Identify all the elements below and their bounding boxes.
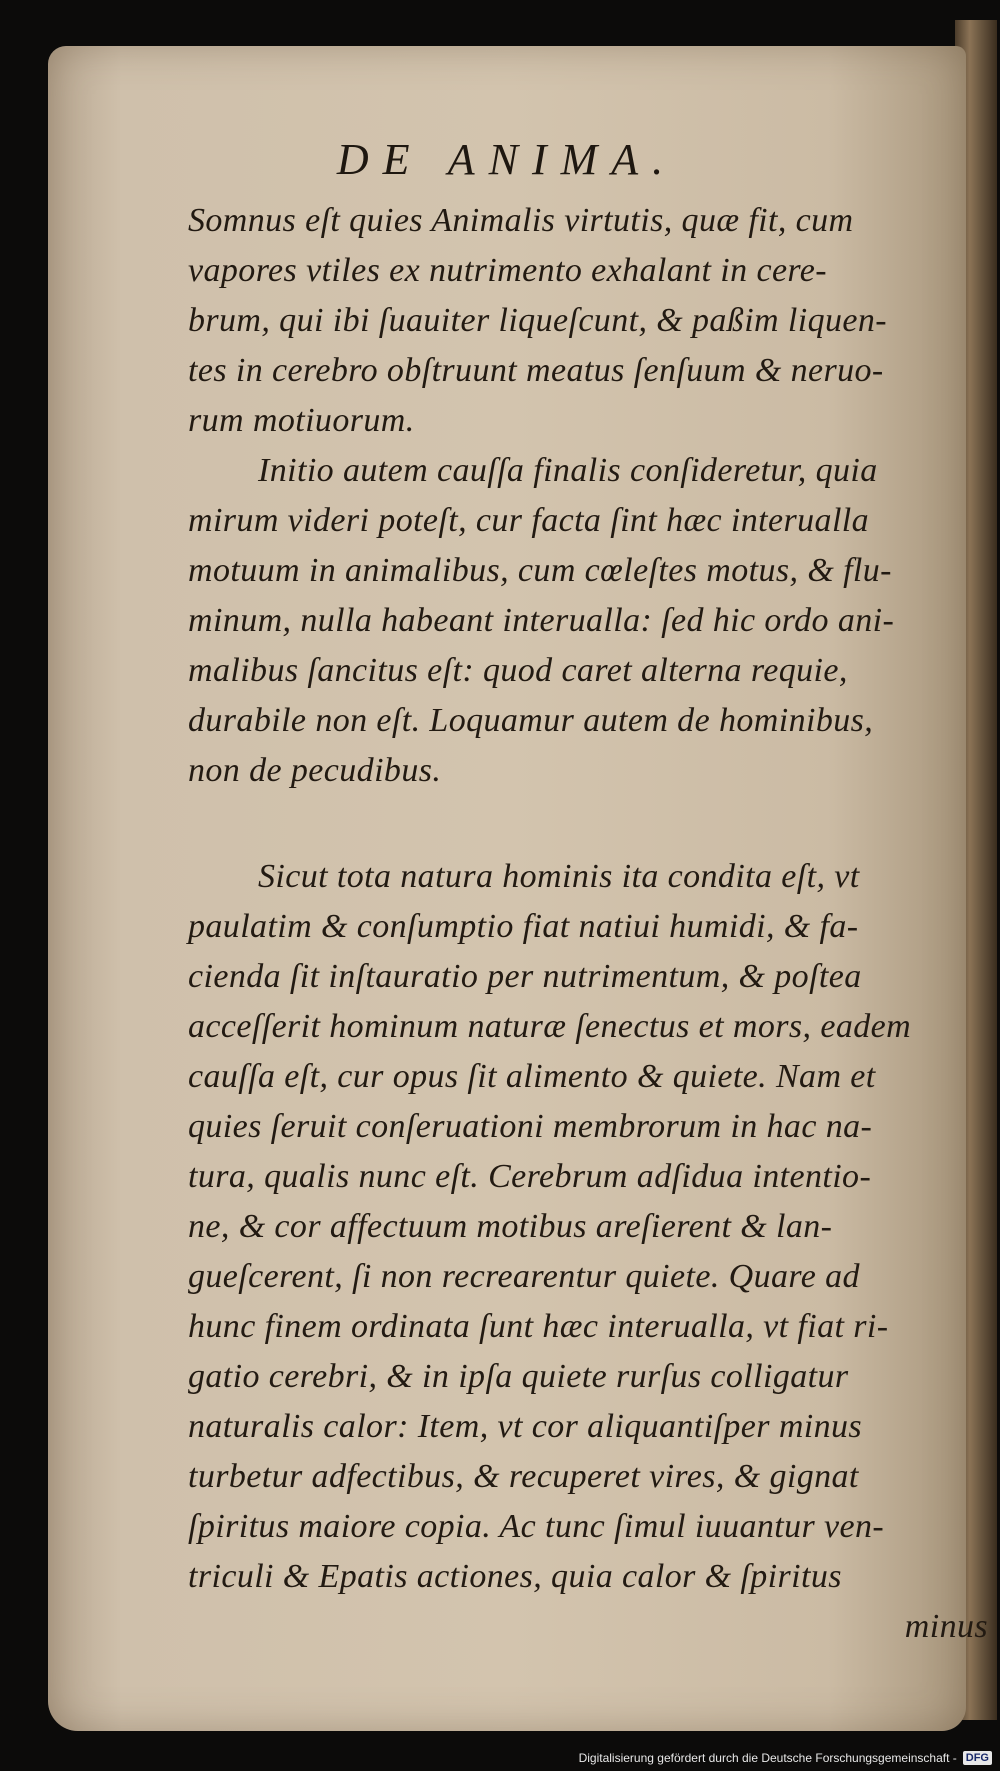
text-line: gatio cerebri, & in ipſa quiete rurſus colligatur [188,1358,849,1395]
text-line: tura, qualis nunc eſt. Cerebrum adſidua intentio- [188,1158,872,1195]
text-line: turbetur adfectibus, & recuperet vires, & gignat [188,1458,859,1495]
text-line: durabile non eſt. Loquamur autem de hominibus, [188,702,874,739]
body-text [188,196,988,1652]
text-line: naturalis calor: Item, vt cor aliquantiſper minus [188,1408,863,1445]
text-line: gueſcerent, ſi non recrearentur quiete. Quare ad [188,1258,860,1295]
text-line: Somnus eſt quies Animalis virtutis, quæ fit, cum [188,202,854,239]
running-head: DE ANIMA. [336,135,678,184]
book-page [48,46,988,1731]
text-line: rum motiuorum. [188,402,415,439]
text-line: hunc finem ordinata ſunt hæc interualla, vt fiat ri- [188,1308,889,1345]
text-line: Initio autem cauſſa finalis conſideretur, quia [258,452,878,489]
text-line: acceſſerit hominum naturæ ſenectus et mors, eadem [188,1008,912,1045]
text-line: brum, qui ibi ſuauiter liqueſcunt, & paßim liquen- [188,302,888,339]
paragraph-gap [188,796,988,852]
paragraph-3 [188,852,988,1602]
text-line: ne, & cor affectuum motibus areſierent & lan- [188,1208,833,1245]
credit-text: Digitalisierung gefördert durch die Deutsche Forschungsgemeinschaft - [578,1751,957,1765]
text-line: non de pecudibus. [188,752,442,789]
text-line: Sicut tota natura hominis ita condita eſt, vt [258,858,860,895]
text-line: vapores vtiles ex nutrimento exhalant in cere- [188,252,828,289]
text-line: triculi & Epatis actiones, quia calor & ſpiritus [188,1558,842,1595]
text-line: motuum in animalibus, cum cœleſtes motus, & flu- [188,552,892,589]
dfg-logo-icon: DFG [963,1751,992,1765]
text-line: quies ſeruit conſeruationi membrorum in hac na- [188,1108,873,1145]
text-line: cauſſa eſt, cur opus ſit alimento & quiete. Nam et [188,1058,876,1095]
text-line: mirum videri poteſt, cur facta ſint hæc interualla [188,502,870,539]
text-line: malibus ſancitus eſt: quod caret alterna requie, [188,652,848,689]
digitization-credit [579,1747,992,1769]
text-line: paulatim & conſumptio fiat natiui humidi, & fa- [188,908,859,945]
text-line: ſpiritus maiore copia. Ac tunc ſimul iuuantur ven- [188,1508,885,1545]
text-line: minum, nulla habeant interualla: ſed hic ordo ani- [188,602,895,639]
paragraph-1 [188,196,988,446]
catchword: minus [904,1608,988,1645]
text-line: tes in cerebro obſtruunt meatus ſenſuum & neruo- [188,352,884,389]
paragraph-2 [188,446,988,796]
text-line: cienda ſit inſtauratio per nutrimentum, & poſtea [188,958,862,995]
